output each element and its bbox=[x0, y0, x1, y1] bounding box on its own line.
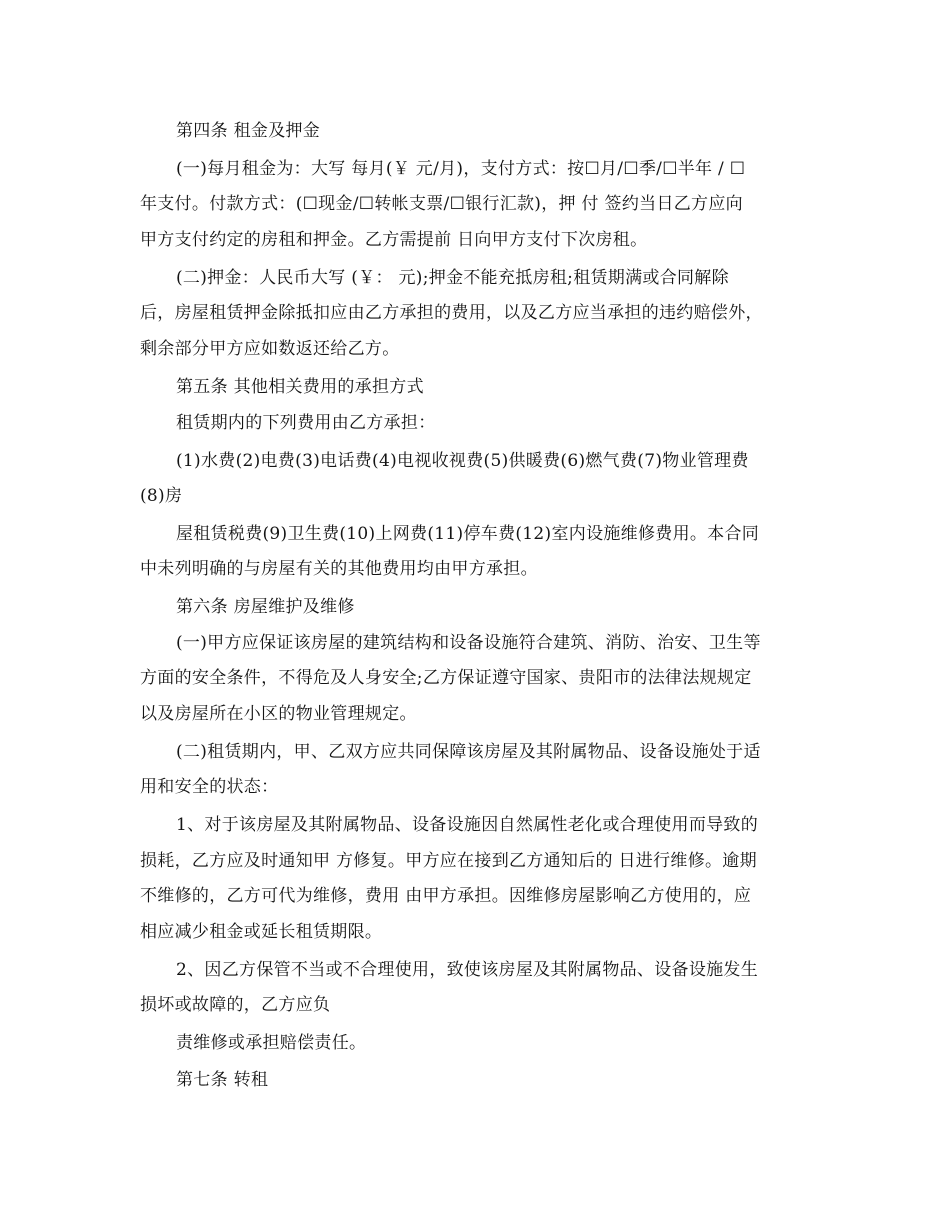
paragraph-line: 剩余部分甲方应如数返还给乙方。 bbox=[140, 339, 400, 359]
paragraph-line: 1、对于该房屋及其附属物品、设备设施因自然属性老化或合理使用而导致的 bbox=[176, 815, 759, 835]
paragraph-line: 损耗，乙方应及时通知甲 方修复。甲方应在接到乙方通知后的 日进行维修。逾期 bbox=[140, 851, 757, 871]
paragraph-line: 中未列明确的与房屋有关的其他费用均由甲方承担。 bbox=[140, 559, 538, 579]
heading-article-7: 第七条 转租 bbox=[176, 1070, 269, 1090]
paragraph-line: 屋租赁税费(9)卫生费(10)上网费(11)停车费(12)室内设施维修费用。本合同 bbox=[176, 524, 760, 544]
paragraph-line: 损坏或故障的，乙方应负 bbox=[140, 995, 331, 1015]
paragraph-line: 年支付。付款方式：(☐现金/☐转帐支票/☐银行汇款)，押 付 签约当日乙方应向 bbox=[140, 194, 743, 214]
paragraph-line: 租赁期内的下列费用由乙方承担： bbox=[176, 413, 436, 433]
paragraph-line: (一)甲方应保证该房屋的建筑结构和设备设施符合建筑、消防、治安、卫生等 bbox=[176, 633, 761, 653]
paragraph-line: 相应减少租金或延长租赁期限。 bbox=[140, 922, 383, 942]
paragraph-line: 2、因乙方保管不当或不合理使用，致使该房屋及其附属物品、设备设施发生 bbox=[176, 960, 759, 980]
paragraph-line: (8)房 bbox=[140, 486, 183, 506]
paragraph-line: 用和安全的状态： bbox=[140, 777, 279, 797]
paragraph-line: (二)租赁期内，甲、乙双方应共同保障该房屋及其附属物品、设备设施处于适 bbox=[176, 742, 761, 762]
paragraph-line: 方面的安全条件，不得危及人身安全;乙方保证遵守国家、贵阳市的法律法规规定 bbox=[140, 668, 752, 688]
paragraph-line: (1)水费(2)电费(3)电话费(4)电视收视费(5)供暖费(6)燃气费(7)物业管理费 bbox=[176, 451, 749, 471]
heading-article-4: 第四条 租金及押金 bbox=[176, 121, 321, 141]
paragraph-line: 后，房屋租赁押金除抵扣应由乙方承担的费用，以及乙方应当承担的违约赔偿外， bbox=[140, 303, 763, 323]
paragraph-line: 不维修的，乙方可代为维修，费用 由甲方承担。因维修房屋影响乙方使用的，应 bbox=[140, 886, 752, 906]
heading-article-6: 第六条 房屋维护及维修 bbox=[176, 597, 355, 617]
heading-article-5: 第五条 其他相关费用的承担方式 bbox=[176, 377, 424, 397]
paragraph-line: 以及房屋所在小区的物业管理规定。 bbox=[140, 704, 417, 724]
paragraph-line: 甲方支付约定的房租和押金。乙方需提前 日向甲方支付下次房租。 bbox=[140, 230, 648, 250]
paragraph-line: 责维修或承担赔偿责任。 bbox=[176, 1033, 367, 1053]
paragraph-line: (一)每月租金为：大写 每月(￥ 元/月)，支付方式：按☐月/☐季/☐半年 / ☐ bbox=[176, 159, 746, 179]
paragraph-line: (二)押金：人民币大写 (￥： 元);押金不能充抵房租;租赁期满或合同解除 bbox=[176, 268, 729, 288]
